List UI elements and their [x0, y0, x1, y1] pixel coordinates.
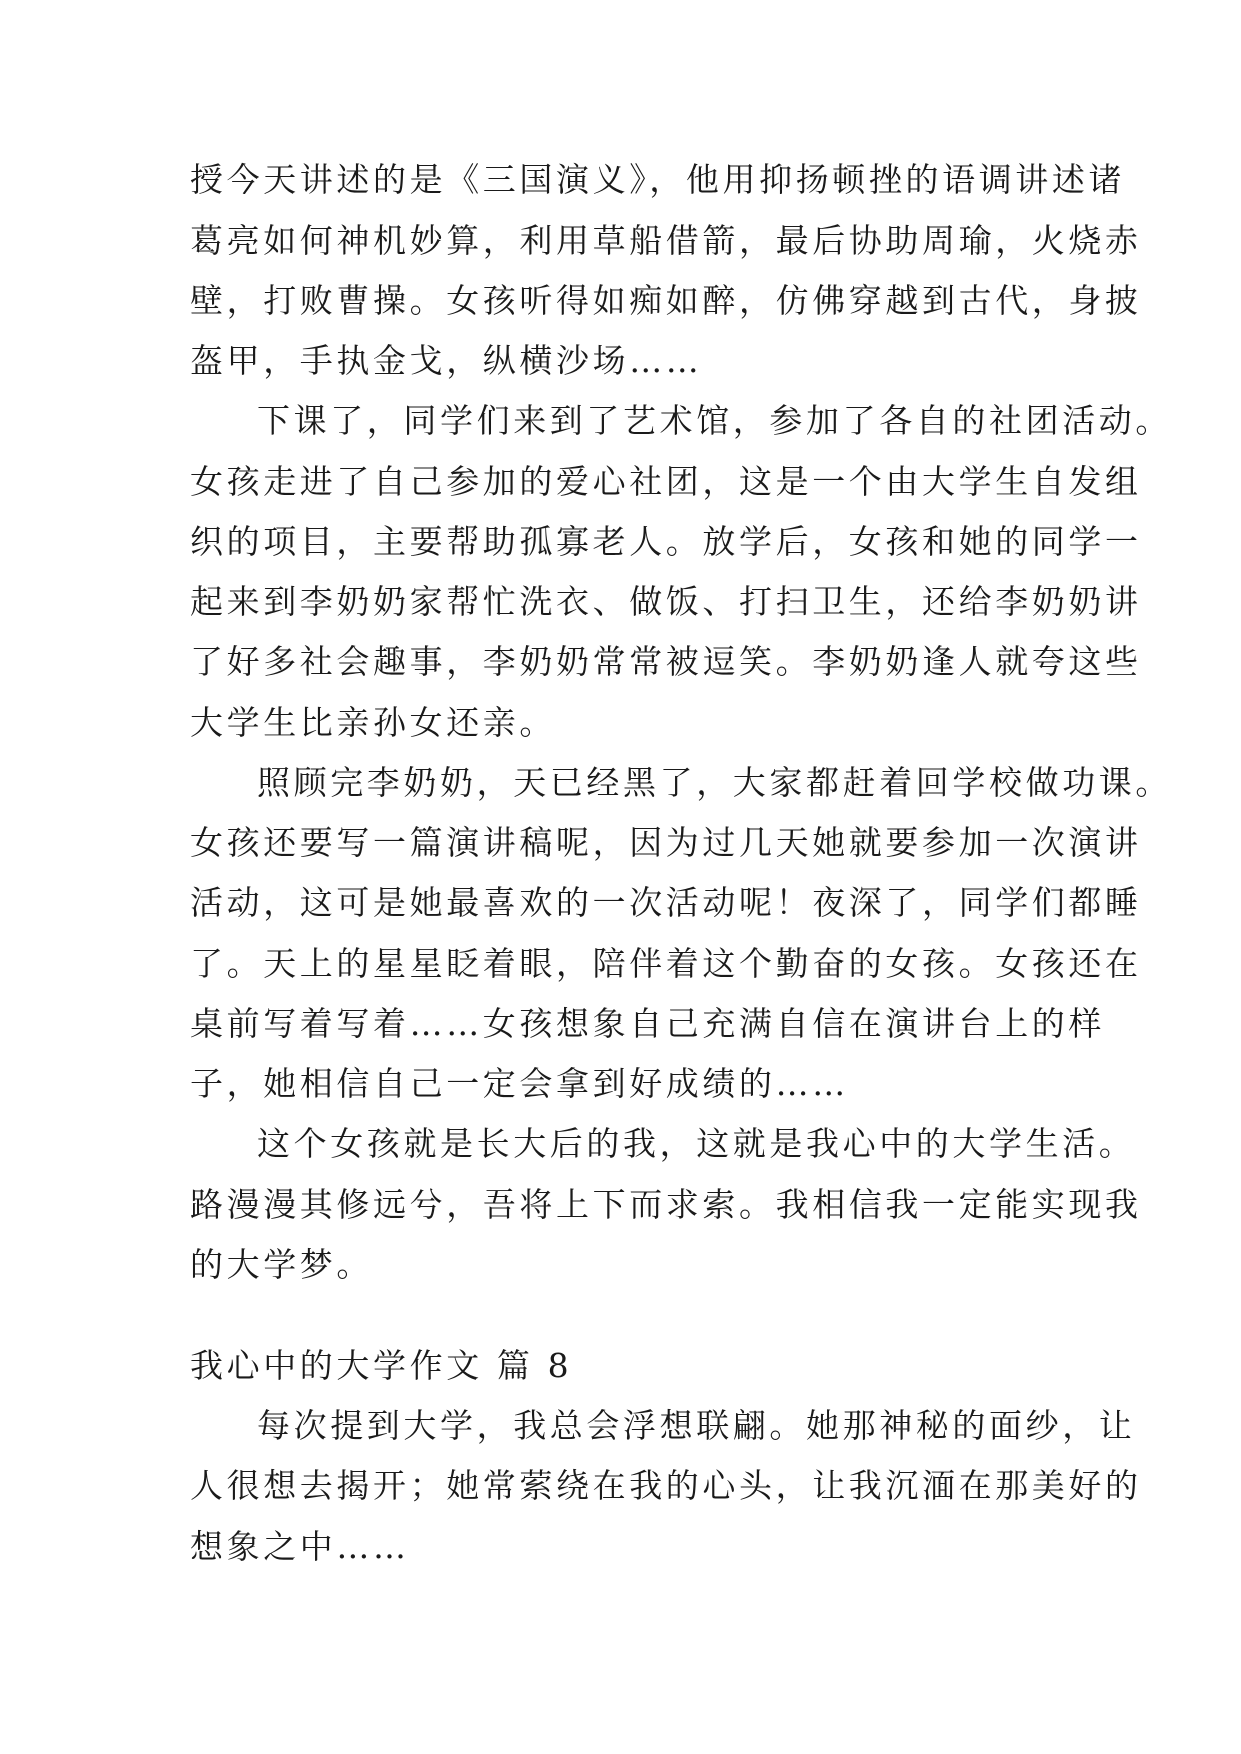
- text-line: 想象之中……: [190, 1527, 410, 1566]
- text-line: 桌前写着写着……女孩想象自己充满自信在演讲台上的样: [190, 1004, 1105, 1043]
- text-line: 葛亮如何神机妙算，利用草船借箭，最后协助周瑜，火烧赤: [190, 221, 1142, 260]
- text-line: 了。天上的星星眨着眼，陪伴着这个勤奋的女孩。女孩还在: [190, 944, 1142, 983]
- paragraph-first-line: 照顾完李奶奶，天已经黑了，大家都赶着回学校做功课。: [257, 763, 1172, 802]
- text-line: 授今天讲述的是《三国演义》，他用抑扬顿挫的语调讲述诸: [190, 160, 1126, 199]
- text-line: 子，她相信自己一定会拿到好成绩的……: [190, 1064, 849, 1103]
- text-line: 壁，打败曹操。女孩听得如痴如醉，仿佛穿越到古代，身披: [190, 281, 1142, 320]
- paragraph-first-line: 这个女孩就是长大后的我，这就是我心中的大学生活。: [257, 1124, 1136, 1163]
- text-line: 起来到李奶奶家帮忙洗衣、做饭、打扫卫生，还给李奶奶讲: [190, 582, 1142, 621]
- text-line: 的大学梦。: [190, 1245, 373, 1284]
- text-line: 大学生比亲孙女还亲。: [190, 703, 556, 742]
- text-line: 女孩还要写一篇演讲稿呢，因为过几天她就要参加一次演讲: [190, 823, 1142, 862]
- text-line: 女孩走进了自己参加的爱心社团，这是一个由大学生自发组: [190, 462, 1142, 501]
- text-line: 织的项目，主要帮助孤寡老人。放学后，女孩和她的同学一: [190, 522, 1142, 561]
- text-line: 了好多社会趣事，李奶奶常常被逗笑。李奶奶逢人就夸这些: [190, 642, 1142, 681]
- paragraph-first-line: 下课了，同学们来到了艺术馆，参加了各自的社团活动。: [257, 401, 1172, 440]
- text-line: 人很想去揭开；她常萦绕在我的心头，让我沉湎在那美好的: [190, 1466, 1142, 1505]
- text-line: 盔甲，手执金戈，纵横沙场……: [190, 341, 703, 380]
- section-heading: 我心中的大学作文 篇 8: [190, 1346, 573, 1385]
- paragraph-first-line: 每次提到大学，我总会浮想联翩。她那神秘的面纱，让: [257, 1406, 1136, 1445]
- text-line: 活动，这可是她最喜欢的一次活动呢！夜深了，同学们都睡: [190, 883, 1142, 922]
- text-line: 路漫漫其修远兮，吾将上下而求索。我相信我一定能实现我: [190, 1185, 1142, 1224]
